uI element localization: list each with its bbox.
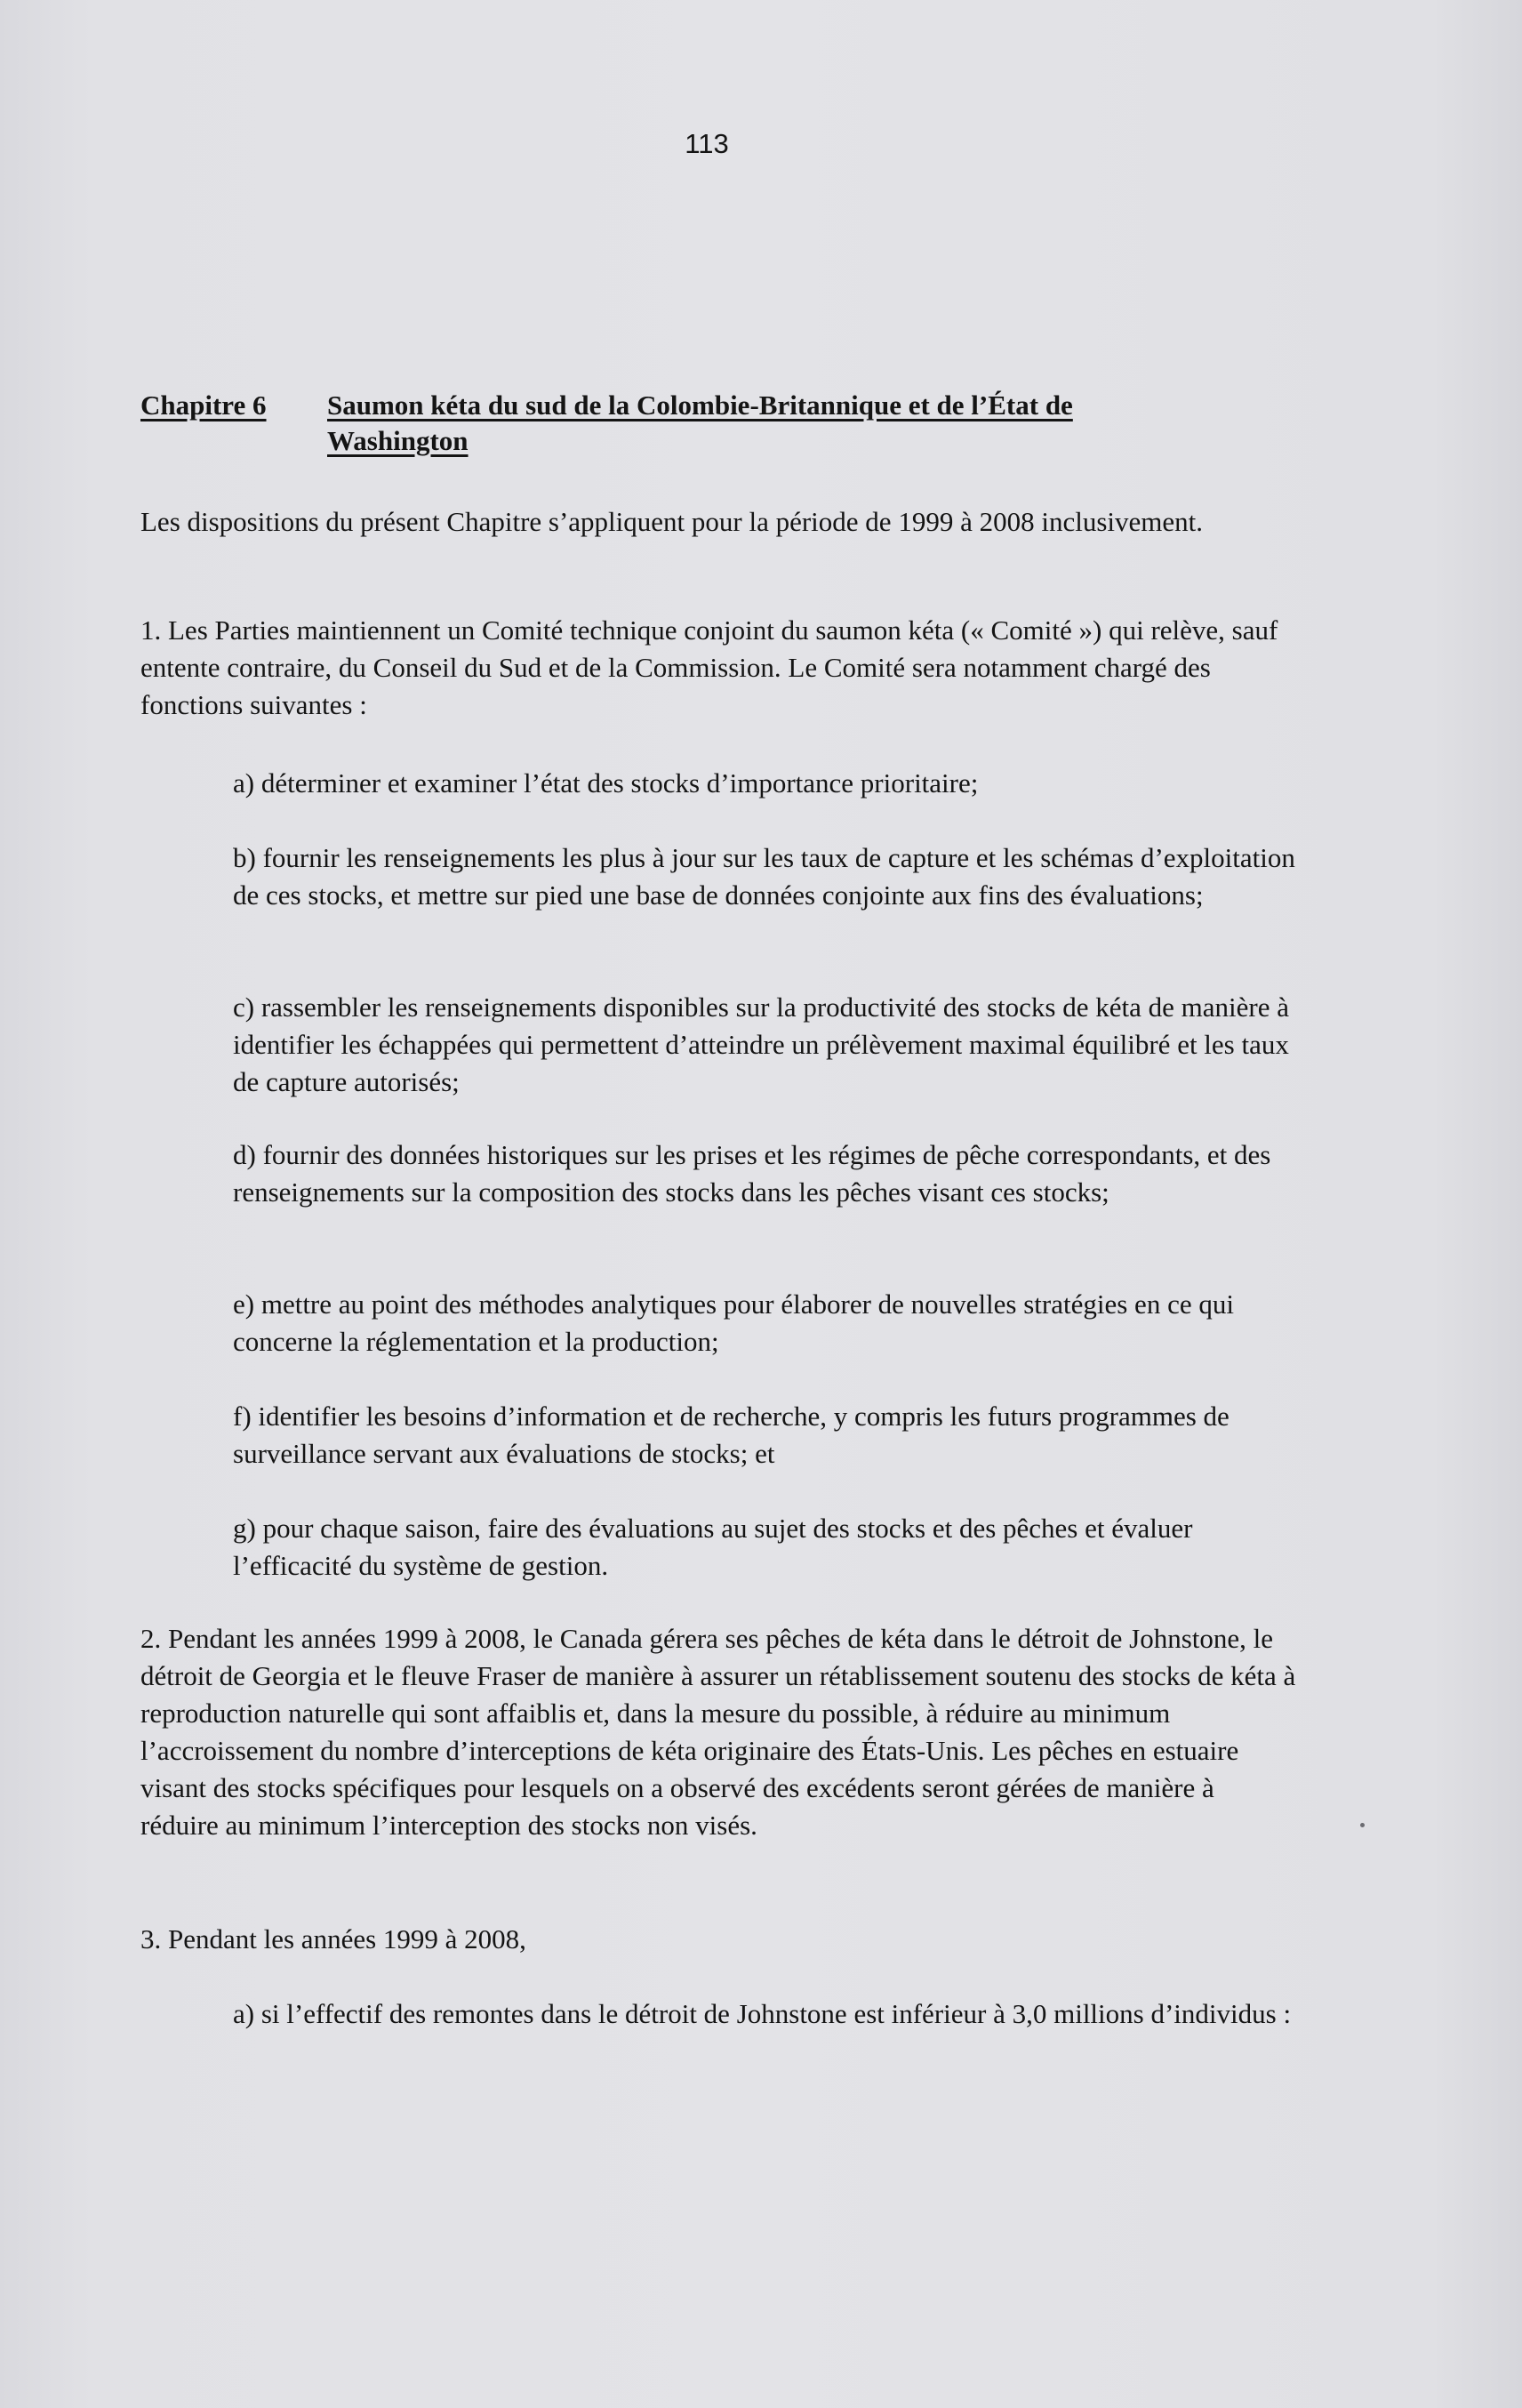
list-item-c: c) rassembler les renseignements disponibles sur la productivité des stocks de kéta de manière à identifier les échappées qui permettent d’atteindre un prélèvement maximal équilibré et les taux de capture autorisés; bbox=[233, 991, 1289, 1097]
paragraph-3: 3. Pendant les années 1999 à 2008, bbox=[140, 1923, 526, 1954]
chapter-title: Saumon kéta du sud de la Colombie-Britannique et de l’État de Washington bbox=[327, 389, 1073, 456]
list-item-e: e) mettre au point des méthodes analytiques pour élaborer de nouvelles stratégies en ce qui concerne la réglementation et la production; bbox=[233, 1288, 1234, 1357]
chapter-label: Chapitre 6 bbox=[140, 389, 267, 421]
list-item-g: g) pour chaque saison, faire des évaluations au sujet des stocks et des pêches et évaluer l’efficacité du système de gestion. bbox=[233, 1513, 1193, 1581]
list-item-f: f) identifier les besoins d’information et de recherche, y compris les futurs programmes de surveillance servant aux évaluations de stocks; et bbox=[233, 1401, 1230, 1469]
list-item-d: d) fournir des données historiques sur les prises et les régimes de pêche correspondants, et des renseignements sur la composition des stocks dans les pêches visant ces stocks; bbox=[233, 1139, 1271, 1208]
page-number: 113 bbox=[685, 128, 729, 159]
list-item-3a: a) si l’effectif des remontes dans le détroit de Johnstone est inférieur à 3,0 millions d’individus : bbox=[233, 1998, 1292, 2029]
paragraph-2: 2. Pendant les années 1999 à 2008, le Canada gérera ses pêches de kéta dans le détroit de Johnstone, le détroit de Georgia et le fleuve Fraser de manière à assurer un rétablissement soutenu des stocks de kéta à reproduction naturelle qui sont affaiblis et, dans la mesure du possible, à réduire au minimum l’accroissement du nombre d’interceptions de kéta originaire des États-Unis. Les pêches en estuaire visant des stocks spécifiques pour lesquels on a observé des excédents seront gérées de manière à réduire au minimum l’interception des stocks non visés. bbox=[140, 1623, 1296, 1841]
list-item-b: b) fournir les renseignements les plus à jour sur les taux de capture et les schémas d’exploitation de ces stocks, et mettre sur pied une base de données conjointe aux fins des évaluations; bbox=[233, 842, 1295, 911]
paragraph-1: 1. Les Parties maintiennent un Comité technique conjoint du saumon kéta (« Comité ») qui relève, sauf entente contraire, du Conseil du Sud et de la Commission. Le Comité sera notamment chargé des fonctions suivantes : bbox=[140, 614, 1278, 720]
list-item-a: a) déterminer et examiner l’état des stocks d’importance prioritaire; bbox=[233, 767, 979, 799]
scan-speck bbox=[1360, 1823, 1365, 1827]
intro-paragraph: Les dispositions du présent Chapitre s’appliquent pour la période de 1999 à 2008 inclusivement. bbox=[140, 506, 1203, 537]
